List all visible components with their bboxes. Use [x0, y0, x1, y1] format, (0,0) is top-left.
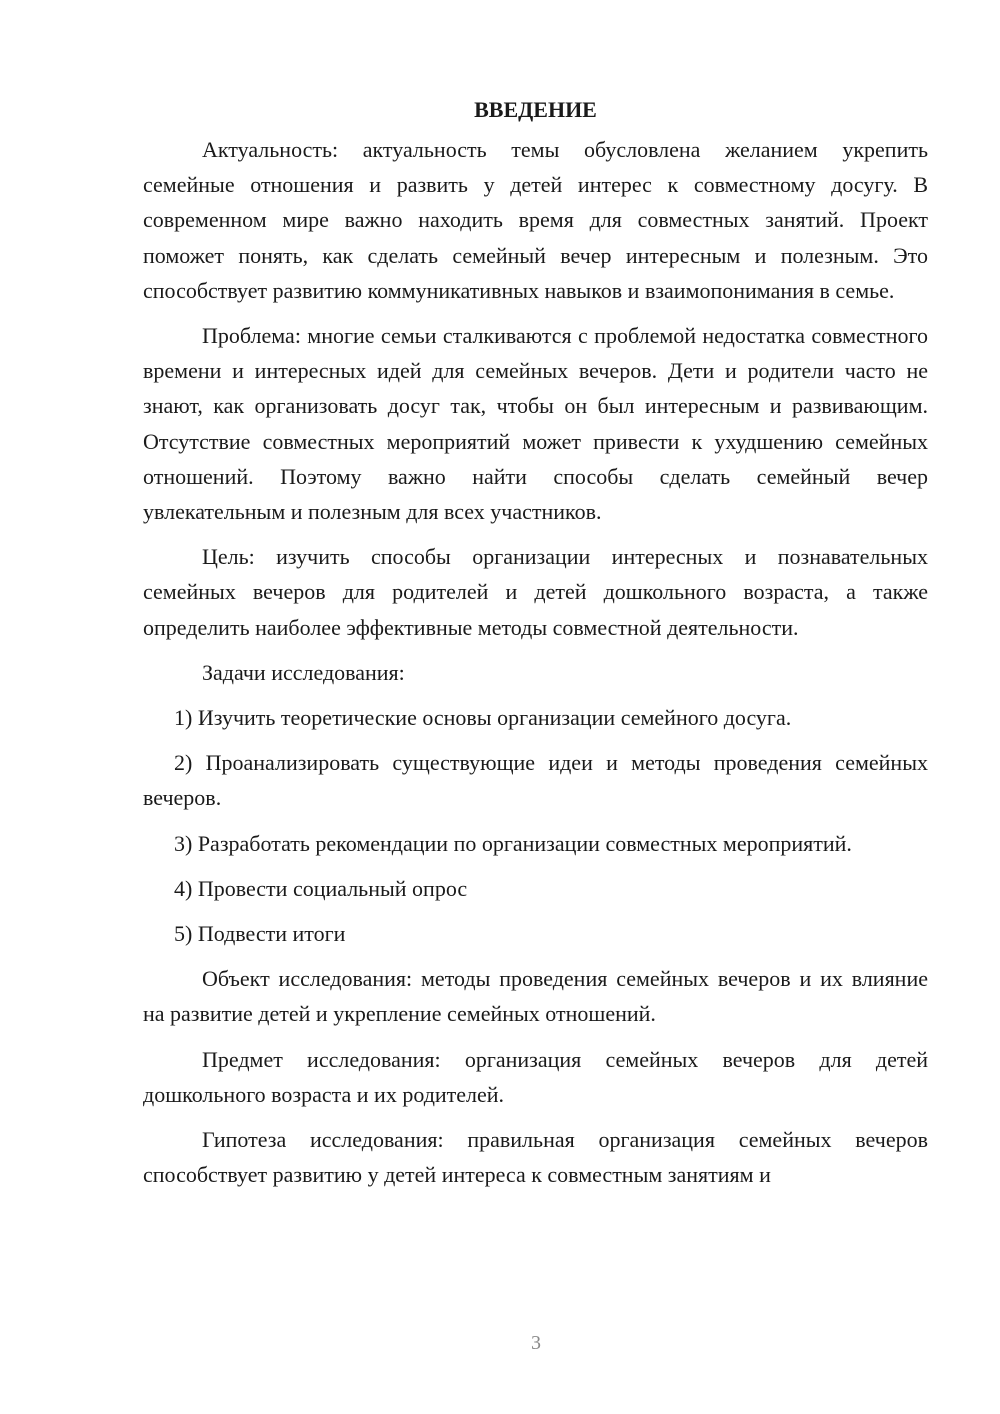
- task-item-5: 5) Подвести итоги: [174, 921, 346, 947]
- tasks-title: Задачи исследования:: [202, 659, 405, 685]
- relevance-paragraph: Актуальность: актуальность темы обусловлена желанием укрепить семейные отношения и развить у детей интерес к совместному досугу. В современном мире важно находить время для совместных занятий. Проект поможет понять, как сделать семейный вечер интересным и полезным. Это способствует развитию коммуникативных навыков и взаимопонимания в семье.: [143, 137, 928, 303]
- page-number: 3: [531, 1332, 541, 1354]
- section-heading: ВВЕДЕНИЕ: [474, 97, 597, 122]
- task-item-3: 3) Разработать рекомендации по организации совместных мероприятий.: [174, 830, 852, 856]
- subject-paragraph: Предмет исследования: организация семейных вечеров для детей дошкольного возраста и их родителей.: [143, 1046, 928, 1107]
- document-page: [143, 92, 928, 1202]
- hypothesis-paragraph: Гипотеза исследования: правильная организация семейных вечеров способствует развитию у детей интереса к совместным занятиям и: [143, 1127, 928, 1188]
- problem-paragraph: Проблема: многие семьи сталкиваются с проблемой недостатка совместного времени и интересных идей для семейных вечеров. Дети и родители часто не знают, как организовать досуг так, чтобы он был интересным и развивающим. Отсутствие совместных мероприятий может привести к ухудшению семейных отношений. Поэтому важно найти способы сделать семейный вечер увлекательным и полезным для всех участников.: [143, 323, 928, 525]
- task-item-4: 4) Провести социальный опрос: [174, 875, 468, 901]
- object-paragraph: Объект исследования: методы проведения семейных вечеров и их влияние на развитие детей и укрепление семейных отношений.: [143, 966, 928, 1027]
- task-item-2: 2) Проанализировать существующие идеи и методы проведения семейных вечеров.: [143, 750, 928, 811]
- task-item-1: 1) Изучить теоретические основы организации семейного досуга.: [174, 705, 792, 731]
- goal-paragraph: Цель: изучить способы организации интересных и познавательных семейных вечеров для родителей и детей дошкольного возраста, а также определить наиболее эффективные методы совместной деятельности.: [143, 544, 928, 640]
